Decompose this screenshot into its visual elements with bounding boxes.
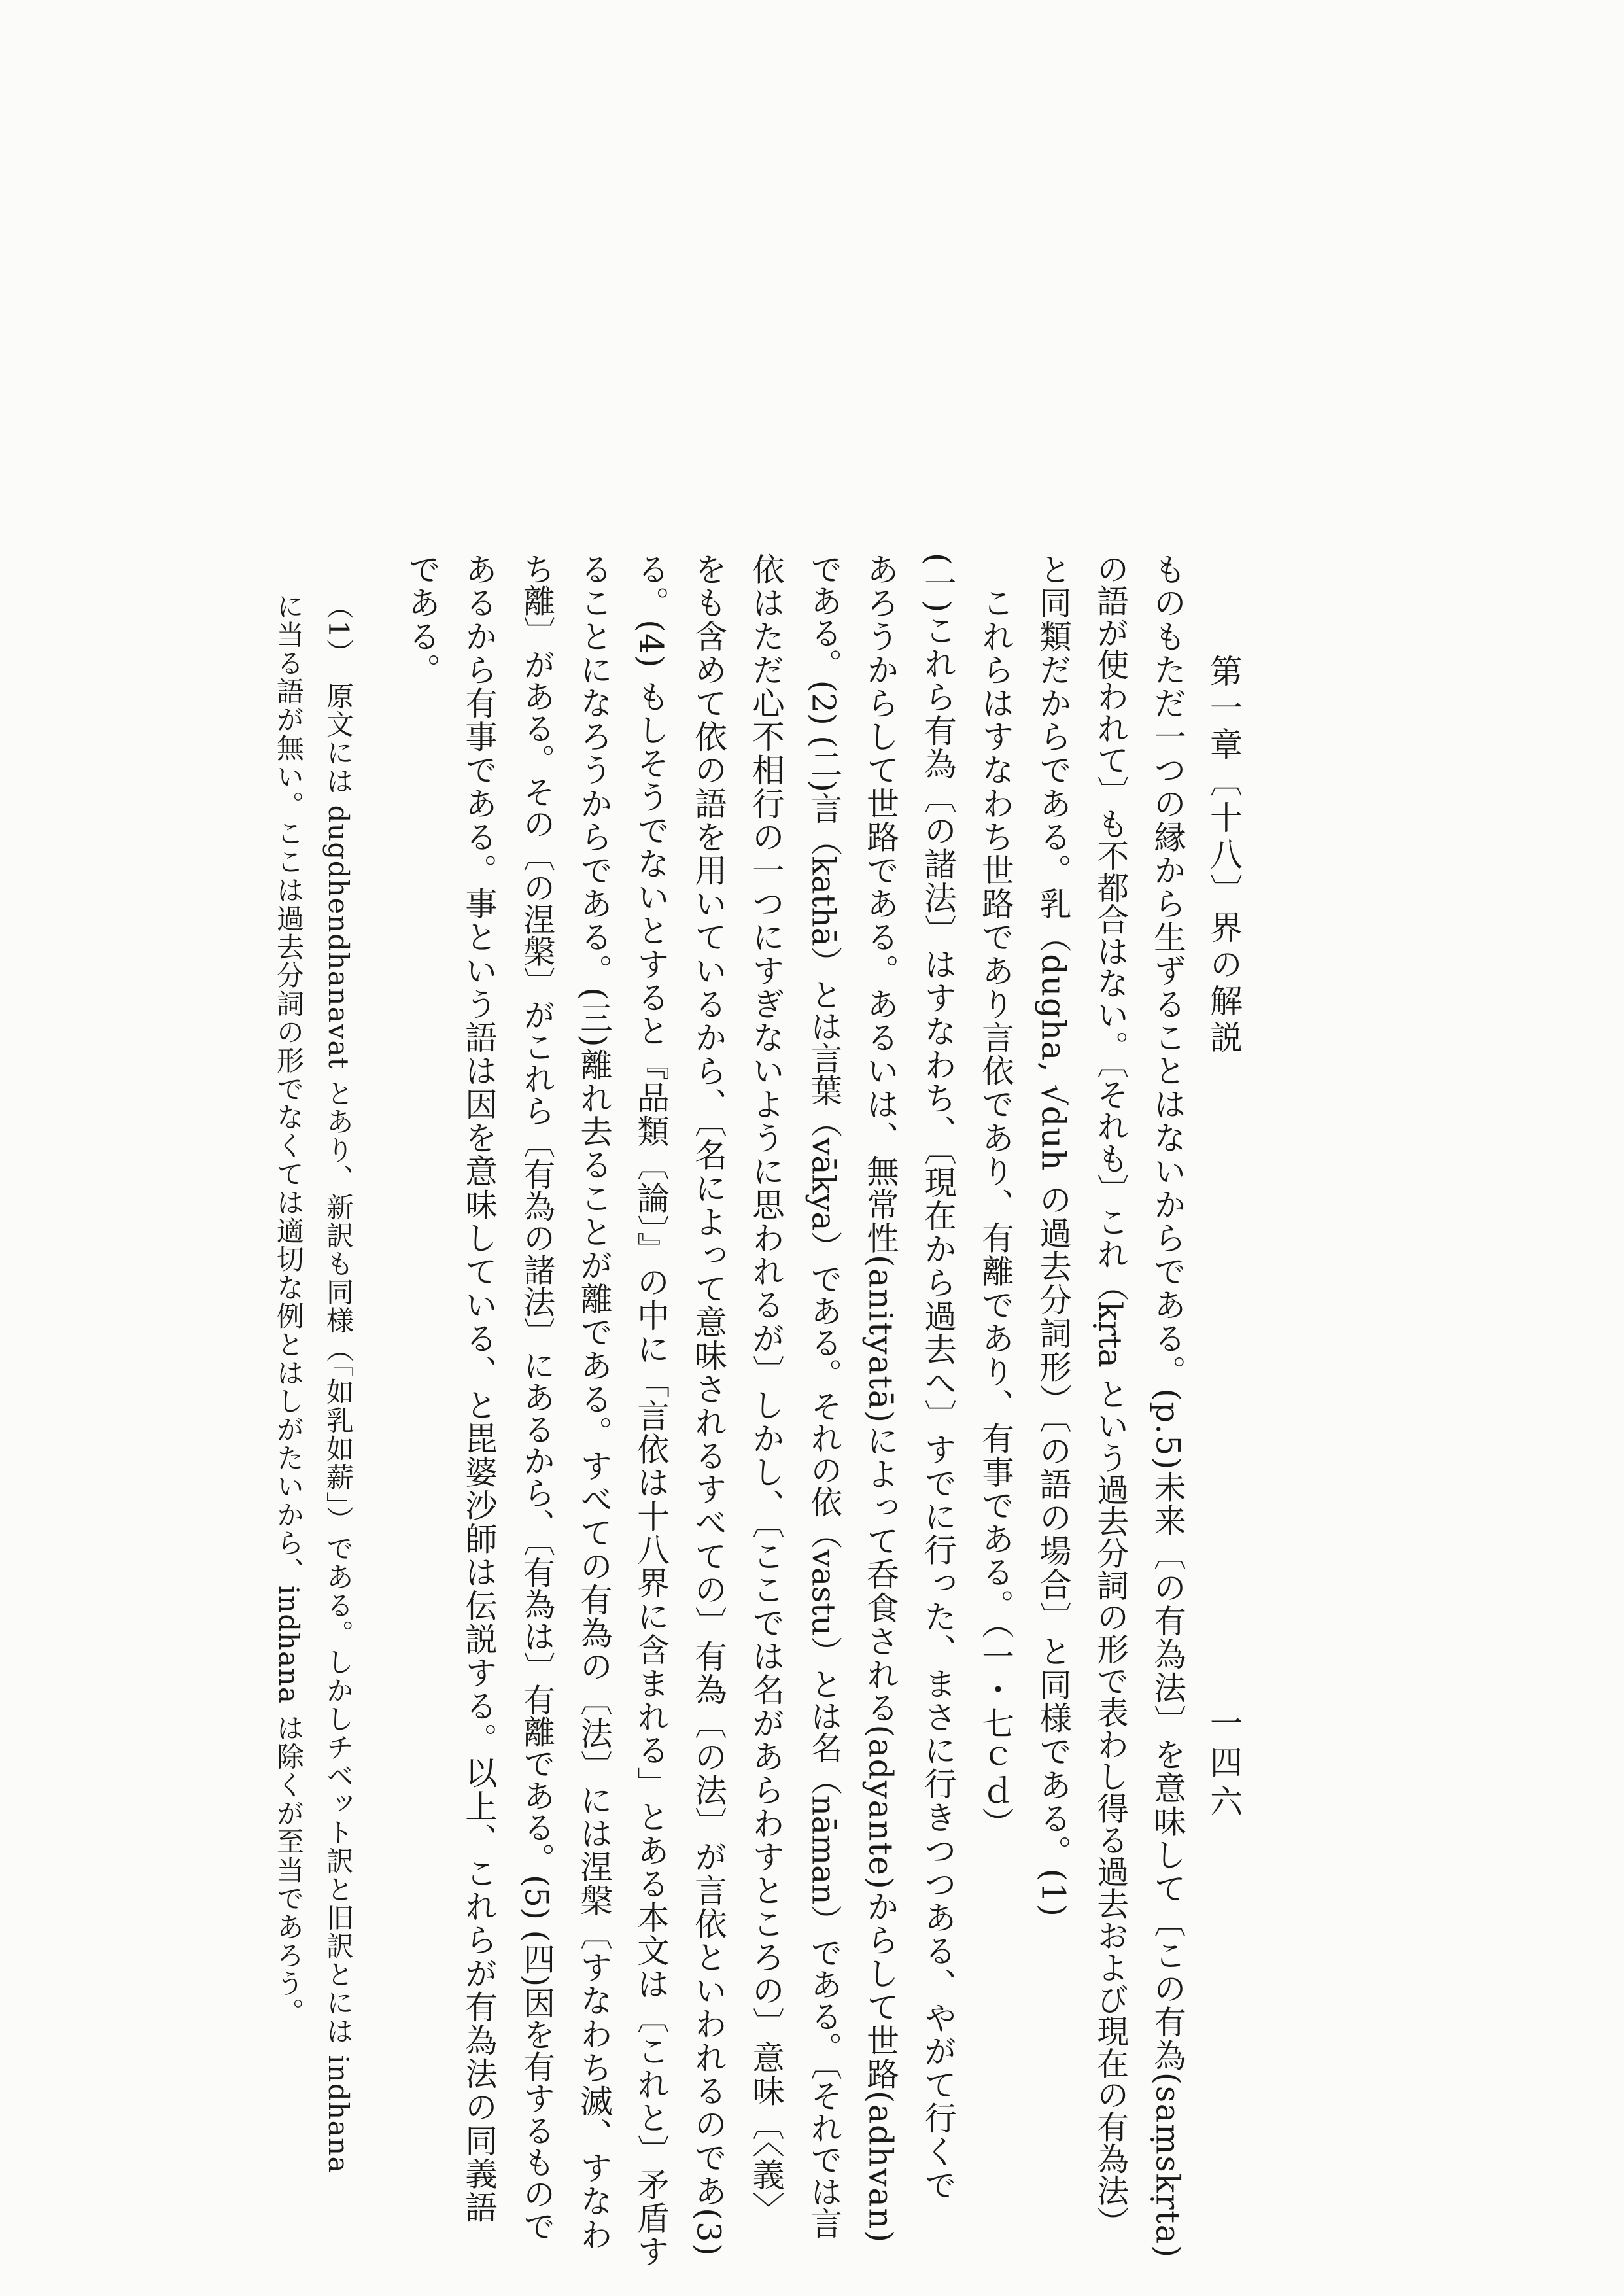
- footnote-line: （1） 原文には dugdhendhanavat とあり、新訳も同様（「如乳如薪」）である。しかしチベット訳と旧訳とには indhana: [322, 592, 354, 2174]
- body-line: と同類だからである。乳（dugha, √duh の過去分詞形）〔の語の場合〕と同様である。(1): [1034, 553, 1073, 1918]
- body-line: る。(4) もしそうでないとすると『品類〔論〕』の中に「言依は十八界に含まれる」とある本文は〔これと〕矛盾す: [632, 553, 670, 2269]
- body-line: これらはすなわち世路であり言依であり、有離であり、有事である。（一・七ｃｄ）: [976, 553, 1015, 1841]
- body-line: ることになろうからである。(三)離れ去ることが離である。すべての有為の〔法〕には涅槃〔すなわち滅、すなわ: [575, 553, 613, 2252]
- body-line: (一)これら有為〔の諸法〕はすなわち、〔現在から過去へ〕すでに行った、まさに行きつつある、やがて行くで: [919, 553, 958, 2202]
- running-title: 第一章〔十八〕界の解説: [1205, 654, 1243, 1057]
- body-line: 依はただ心不相行の一つにすぎないように思われるが〕しかし、〔ここでは名があらわすところの〕意味〔〈義〉: [747, 553, 786, 2225]
- page-number: 一四六: [1205, 1706, 1243, 1824]
- body-line: ち離〕がある。その〔の涅槃〕がこれら〔有為の諸法〕にあるから、〔有為は〕有離である。(5) (四)因を有するもので: [517, 553, 555, 2242]
- body-line: ものもただ一つの縁から生ずることはないからである。(p.5)未来〔の有為法〕を意味して〔この有為(saṃskṛta): [1149, 553, 1187, 2259]
- body-line: あるから有事である。事という語は因を意味している、と毘婆沙師は伝説する。以上、これらが有為法の同義語: [460, 553, 498, 2224]
- body-line: である。: [403, 553, 441, 687]
- body-line: の語が使われて〕も不都合はない。〔それも〕これ（kṛta という過去分詞の形で表わし得る過去および現在の有為法）: [1091, 553, 1128, 2238]
- body-line: をも含めて依の語を用いているから、〔名によって意味されるすべての〕有為〔の法〕が言依といわれるのであ(3): [689, 553, 728, 2257]
- footnote-line: に当る語が無い。ここは過去分詞の形でなくては適切な例とはしがたいから、indhana は除くが至当であろう。: [273, 592, 305, 2026]
- body-line: あろうからして世路である。あるいは、無常性(anityatā)によって呑食される(adyante)からして世路(adhvan): [861, 553, 900, 2244]
- body-line: である。(2) (二)言（kathā）とは言葉（vākya）である。それの依（vastu）とは名（nāman）である。〔それでは言: [804, 553, 842, 2239]
